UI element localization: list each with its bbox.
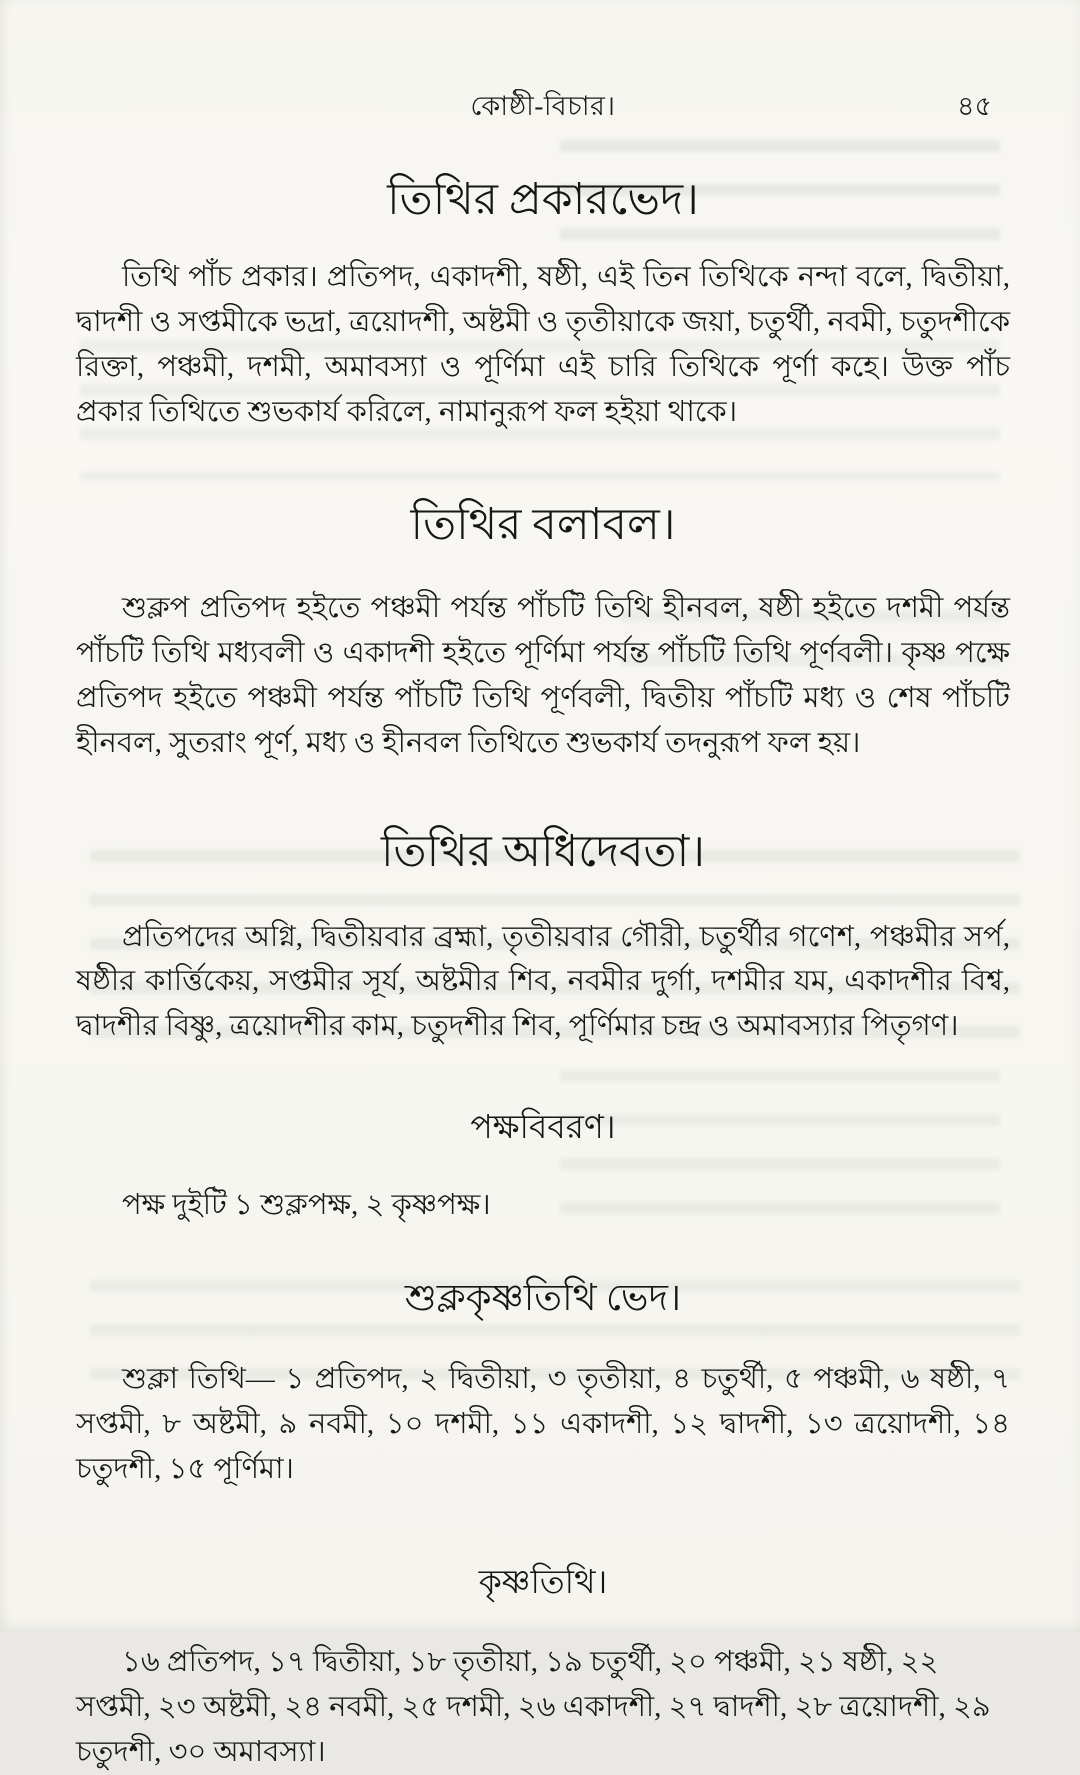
section-paragraph: শুক্লপ প্রতিপদ হইতে পঞ্চমী পর্যন্ত পাঁচটি তিথি হীনবল, ষষ্ঠী হইতে দশমী পর্যন্ত পাঁচটি তিথি মধ্যবলী ও একাদশী হইতে পূর্ণিমা পর্যন্ত পাঁচটি তিথি পূর্ণবলী। কৃষ্ণ পক্ষে প্রতিপদ হইতে পঞ্চমী পর্যন্ত পাঁচটি তিথি পূর্ণবলী, দ্বিতীয় পাঁচটি মধ্য ও শেষ পাঁচটি হীনবল, সুতরাং পূর্ণ, মধ্য ও হীনবল তিথিতে শুভকার্য তদনুরূপ ফল হয়।	[76, 591, 1010, 759]
section-tithi-strength	[76, 491, 1010, 766]
section-paragraph: পক্ষ দুইটি ১ শুক্লপক্ষ, ২ কৃষ্ণপক্ষ।	[122, 1189, 491, 1222]
section-heading: শুক্লকৃষ্ণতিথি ভেদ।	[404, 1278, 682, 1320]
section-shukla-krishna-tithi	[76, 1268, 1010, 1492]
section-paragraph: শুক্লা তিথি— ১ প্রতিপদ, ২ দ্বিতীয়া, ৩ তৃতীয়া, ৪ চতুর্থী, ৫ পঞ্চমী, ৬ ষষ্ঠী, ৭ সপ্তমী, ৮ অষ্টমী, ৯ নবমী, ১০ দশমী, ১১ একাদশী, ১২ দ্বাদশী, ১৩ ত্রয়োদশী, ১৪ চতুদশী, ১৫ পূর্ণিমা।	[76, 1363, 1010, 1486]
section-paragraph: তিথি পাঁচ প্রকার। প্রতিপদ, একাদশী, ষষ্ঠী, এই তিন তিথিকে নন্দা বলে, দ্বিতীয়া, দ্বাদশী ও সপ্তমীকে ভদ্রা, ত্রয়োদশী, অষ্টমী ও তৃতীয়াকে জয়া, চতুর্থী, নবমী, চতুদশীকে রিক্তা, পঞ্চমী, দশমী, অমাবস্যা ও পূর্ণিমা এই চারি তিথিকে পূর্ণা কহে। উক্ত পাঁচ প্রকার তিথিতে শুভকার্য করিলে, নামানুরূপ ফল হইয়া থাকে।	[76, 261, 1010, 428]
section-paragraph: ১৬ প্রতিপদ, ১৭ দ্বিতীয়া, ১৮ তৃতীয়া, ১৯ চতুর্থী, ২০ পঞ্চমী, ২১ ষষ্ঠী, ২২ সপ্তমী, ২৩ অষ্টমী, ২৪ নবমী, ২৫ দশমী, ২৬ একাদশী, ২৭ দ্বাদশী, ২৮ ত্রয়োদশী, ২৯ চতুদশী, ৩০ অমাবস্যা।	[76, 1646, 991, 1768]
section-heading: তিথির প্রকারভেদ।	[387, 175, 699, 224]
section-heading: পক্ষবিবরণ।	[470, 1110, 616, 1147]
section-tithi-deities	[76, 818, 1010, 1050]
page-number: ৪৫	[956, 91, 992, 121]
section-heading: তিথির বলাবল।	[410, 499, 676, 549]
running-head	[76, 86, 1010, 130]
section-paragraph: প্রতিপদের অগ্নি, দ্বিতীয়বার ব্রহ্মা, তৃতীয়বার গৌরী, চতুর্থীর গণেশ, পঞ্চমীর সর্প, ষষ্ঠীর কার্ত্তিকেয়, সপ্তমীর সূর্য, অষ্টমীর শিব, নবমীর দুর্গা, দশমীর যম, একাদশীর বিশ্ব, দ্বাদশীর বিষ্ণু, ত্রয়োদশীর কাম, চতুদশীর শিব, পূর্ণিমার চন্দ্র ও অমাবস্যার পিতৃগণ।	[76, 920, 1010, 1043]
section-paksha-description	[76, 1101, 1010, 1228]
section-tithi-types	[76, 166, 1010, 435]
section-heading: কৃষ্ণতিথি।	[478, 1565, 608, 1602]
section-heading: তিথির অধিদেবতা।	[380, 826, 706, 876]
running-title: কোষ্ঠী-বিচার।	[470, 91, 616, 121]
section-krishna-tithi	[76, 1556, 1010, 1775]
